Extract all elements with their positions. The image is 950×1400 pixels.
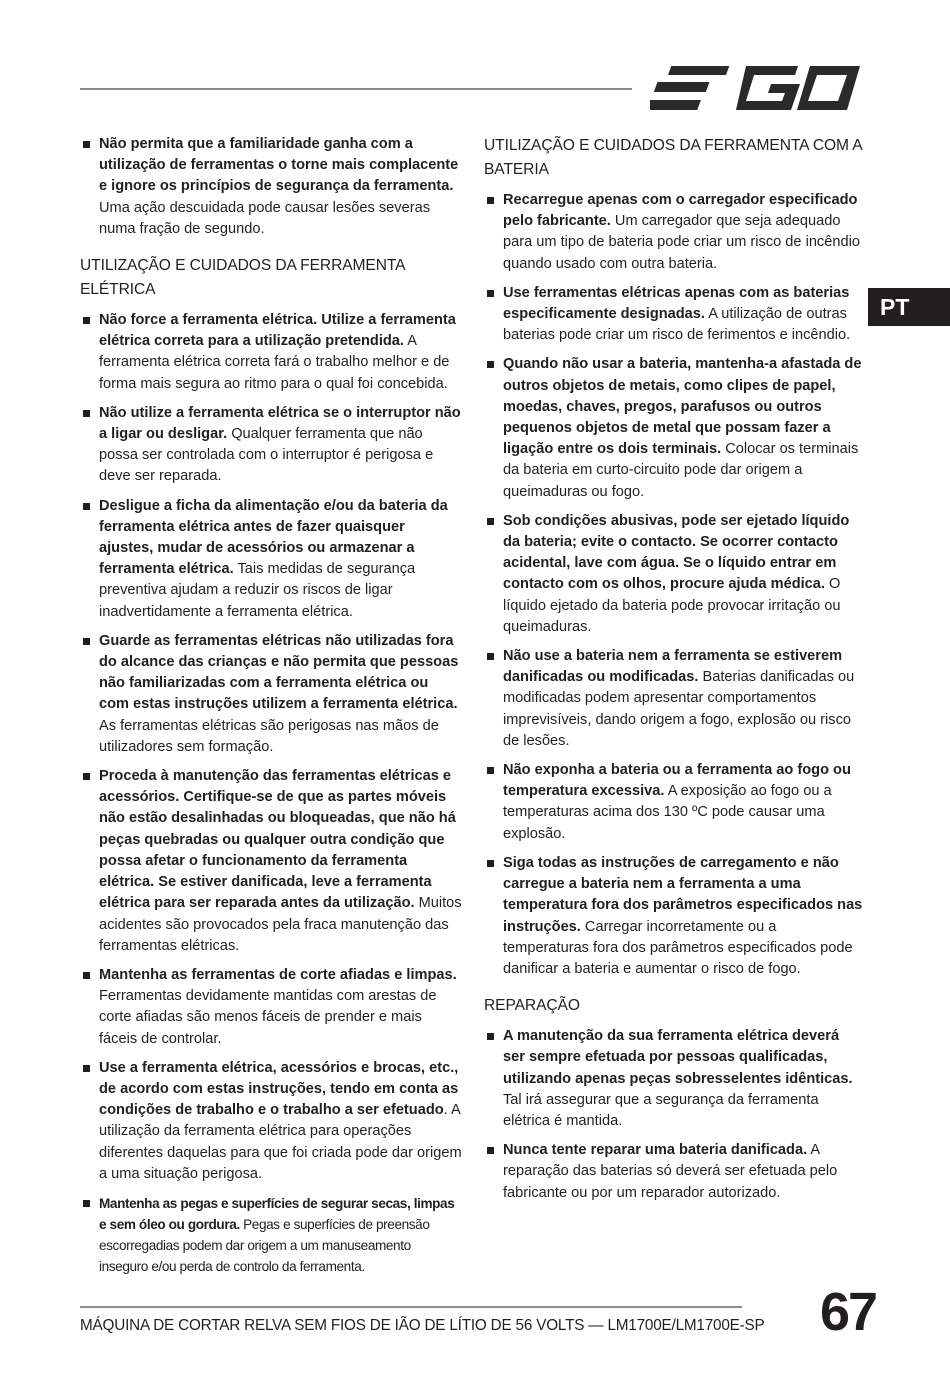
page-number: 67 [820, 1282, 877, 1342]
list-item: Mantenha as ferramentas de corte afiadas e limpas. Ferramentas devidamente mantidas com arestas de corte afiadas são menos fáceis de prender e mais fáceis de controlar. [80, 965, 462, 1050]
bullet-square-icon [487, 518, 494, 525]
section-heading-power-tool-use: UTILIZAÇÃO E CUIDADOS DA FERRAMENTA ELÉTRICA [80, 257, 405, 299]
bullet-square-icon [83, 503, 90, 510]
list-item: Guarde as ferramentas elétricas não utilizadas fora do alcance das crianças e não permita que pessoas não familiarizadas com a ferramenta elétrica ou com estas instruções utilizem a ferramenta elétrica. As ferramentas elétricas são perigosas nas mãos de utilizadores sem formação. [80, 631, 462, 758]
list-item: Nunca tente reparar uma bateria danificada. A reparação das baterias só deverá ser efetuada pelo fabricante ou por um reparador autorizado. [484, 1140, 864, 1204]
power-tool-list [80, 310, 462, 1277]
list-item: Não force a ferramenta elétrica. Utilize a ferramenta elétrica correta para a utilização pretendida. A ferramenta elétrica correta fará o trabalho melhor e de forma mais segura ao ritmo para o qual foi concebida. [80, 310, 462, 395]
footer-rule [80, 1306, 742, 1308]
bullet-square-icon [487, 860, 494, 867]
section-heading-battery-tool-use: UTILIZAÇÃO E CUIDADOS DA FERRAMENTA COM A BATERIA [484, 137, 862, 178]
bullet-square-icon [487, 197, 494, 204]
bullet-square-icon [83, 317, 90, 324]
right-column [484, 134, 864, 1212]
bullet-square-icon [487, 1033, 494, 1040]
list-item: Desligue a ficha da alimentação e/ou da bateria da ferramenta elétrica antes de fazer quaisquer ajustes, mudar de acessórios ou armazenar a ferramenta elétrica. Tais medidas de segurança preventiva ajudam a reduzir os riscos de ligar inadvertidamente a ferramenta elétrica. [80, 496, 462, 623]
footer-title: MÁQUINA DE CORTAR RELVA SEM FIOS DE IÃO DE LÍTIO DE 56 VOLTS — LM1700E/LM1700E-SP [80, 1317, 765, 1334]
list-item: Proceda à manutenção das ferramentas elétricas e acessórios. Certifique-se de que as partes móveis não estão desalinhadas ou bloqueadas, que não há peças quebradas ou qualquer outra condição que possa afetar o funcionamento da ferramenta elétrica. Se estiver danificada, leve a ferramenta elétrica para ser reparada antes da utilização. Muitos acidentes são provocados pela fraca manutenção das ferramentas elétricas. [80, 766, 462, 957]
bullet-square-icon [83, 1200, 90, 1207]
list-item: Não use a bateria nem a ferramenta se estiverem danificadas ou modificadas. Baterias danificadas ou modificadas podem apresentar comportamentos imprevisíveis, dando origem a fogo, explosão ou risco de lesões. [484, 646, 864, 752]
list-item: Siga todas as instruções de carregamento e não carregue a bateria nem a ferramenta a uma temperatura fora dos parâmetros especificados nas instruções. Carregar incorretamente ou a temperaturas fora dos parâmetros especificados pode danificar a bateria e aumentar o risco de fogo. [484, 853, 864, 980]
list-item: Não permita que a familiaridade ganha com a utilização de ferramentas o torne mais complacente e ignore os princípios de segurança da ferramenta. Uma ação descuidada pode causar lesões severas numa fração de segundo. [80, 134, 462, 240]
language-tab: PT [868, 288, 950, 326]
bullet-square-icon [83, 638, 90, 645]
list-item: Não utilize a ferramenta elétrica se o interruptor não a ligar ou desligar. Qualquer ferramenta que não possa ser controlada com o interruptor é perigosa e deve ser reparada. [80, 403, 462, 488]
bullet-square-icon [487, 653, 494, 660]
bullet-square-icon [83, 972, 90, 979]
list-item: A manutenção da sua ferramenta elétrica deverá ser sempre efetuada por pessoas qualificadas, utilizando apenas peças sobresselentes idênticas. Tal irá assegurar que a segurança da ferramenta elétrica é mantida. [484, 1026, 864, 1132]
section-heading-repair: REPARAÇÃO [484, 997, 580, 1015]
bullet-square-icon [83, 141, 90, 148]
left-column [80, 134, 462, 1285]
list-item: Recarregue apenas com o carregador especificado pelo fabricante. Um carregador que seja adequado para um tipo de bateria pode criar um risco de incêndio quando usado com outra bateria. [484, 190, 864, 275]
list-item: Sob condições abusivas, pode ser ejetado líquido da bateria; evite o contacto. Se ocorrer contacto acidental, lave com água. Se o líquido entrar em contacto com os olhos, procure ajuda médica. O líquido ejetado da bateria pode provocar irritação ou queimaduras. [484, 511, 864, 638]
battery-list [484, 190, 864, 980]
bullet-square-icon [83, 1065, 90, 1072]
repair-list [484, 1026, 864, 1204]
list-item: Use a ferramenta elétrica, acessórios e brocas, etc., de acordo com estas instruções, tendo em conta as condições de trabalho e o trabalho a ser efetuado. A utilização da ferramenta elétrica para operações diferentes daquelas para que foi criada pode dar origem a uma situação perigosa. [80, 1058, 462, 1185]
bullet-square-icon [487, 361, 494, 368]
ego-logo [650, 64, 862, 112]
bullet-square-icon [487, 767, 494, 774]
bullet-square-icon [83, 410, 90, 417]
list-item: Quando não usar a bateria, mantenha-a afastada de outros objetos de metais, como clipes de papel, moedas, chaves, pregos, parafusos ou outros pequenos objetos de metal que possam fazer a ligação entre os dois terminais. Colocar os terminais da bateria em curto-circuito pode dar origem a queimaduras ou fogo. [484, 354, 864, 502]
bullet-square-icon [487, 1147, 494, 1154]
header-rule [80, 88, 632, 90]
list-item: Não exponha a bateria ou a ferramenta ao fogo ou temperatura excessiva. A exposição ao fogo ou a temperaturas acima dos 130 ºC pode causar uma explosão. [484, 760, 864, 845]
bullet-square-icon [487, 290, 494, 297]
list-item: Use ferramentas elétricas apenas com as baterias especificamente designadas. A utilização de outras baterias pode criar um risco de ferimentos e incêndio. [484, 283, 864, 347]
list-item: Mantenha as pegas e superfícies de segurar secas, limpas e sem óleo ou gordura. Pegas e superfícies de preensão escorregadias podem dar origem a um manuseamento inseguro e/ou perda de controlo da ferramenta. [80, 1193, 462, 1277]
bullet-square-icon [83, 773, 90, 780]
